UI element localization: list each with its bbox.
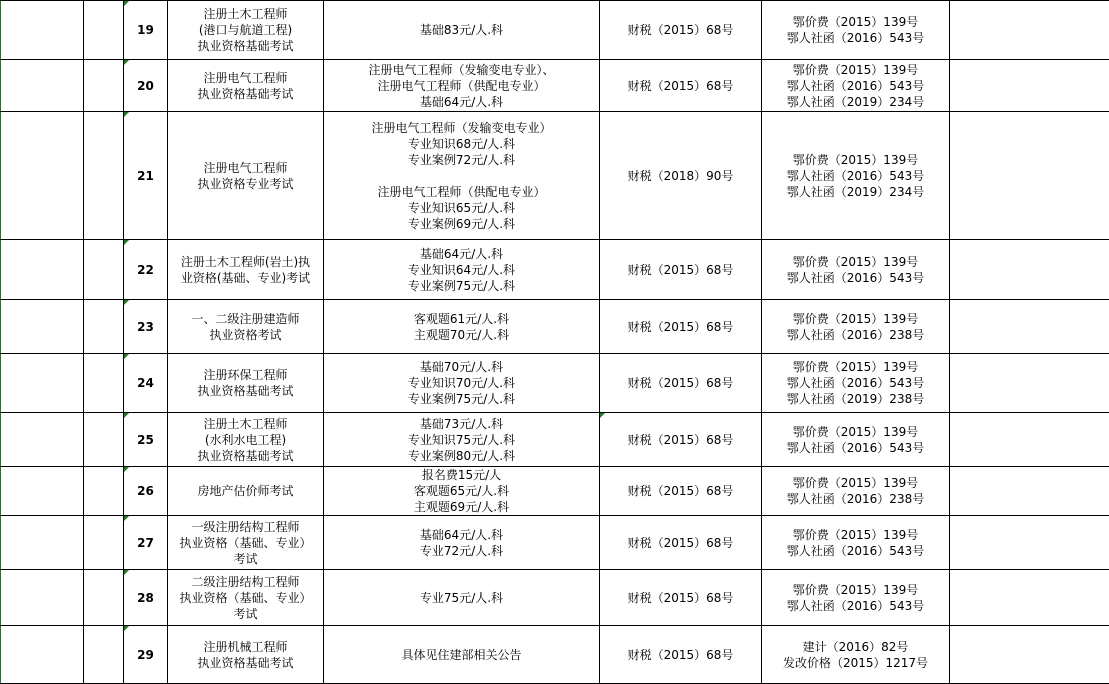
table-row bbox=[1, 516, 1109, 570]
fee-cell[interactable] bbox=[324, 240, 600, 300]
exam-name-line: 二级注册结构工程师 bbox=[168, 574, 323, 590]
exam-name-line: 执业资格基础考试 bbox=[168, 655, 323, 671]
pricing-doc-line: 鄂人社函（2016）238号 bbox=[762, 491, 949, 507]
blank-cell[interactable] bbox=[950, 240, 1109, 300]
fee-line: 注册电气工程师（发输变电专业）、 bbox=[324, 62, 599, 78]
row-number: 19 bbox=[137, 23, 154, 37]
pricing-doc-line: 鄂价费（2015）139号 bbox=[762, 14, 949, 30]
fee-cell[interactable] bbox=[324, 354, 600, 413]
exam-name-line: 执业资格基础考试 bbox=[168, 86, 323, 102]
fee-cell[interactable] bbox=[324, 413, 600, 467]
fee-line: 专业案例80元/人.科 bbox=[324, 448, 599, 464]
table-row bbox=[1, 112, 1109, 240]
table-row bbox=[1, 240, 1109, 300]
pricing-doc-line: 鄂人社函（2019）238号 bbox=[762, 391, 949, 407]
exam-name-line: 考试 bbox=[168, 606, 323, 622]
fee-line: 专业75元/人.科 bbox=[324, 590, 599, 606]
blank-cell[interactable] bbox=[1, 112, 84, 240]
fee-line: 专业案例72元/人.科 bbox=[324, 152, 599, 168]
pricing-docs-cell[interactable] bbox=[762, 413, 950, 467]
row-number: 29 bbox=[137, 648, 154, 662]
exam-name-line: 执业资格基础考试 bbox=[168, 38, 323, 54]
row-number: 21 bbox=[137, 169, 154, 183]
pricing-doc-line: 建计（2016）82号 bbox=[762, 639, 949, 655]
exam-name-cell[interactable] bbox=[168, 112, 324, 240]
policy-cell[interactable] bbox=[600, 413, 762, 467]
exam-name-cell[interactable] bbox=[168, 626, 324, 684]
row-number-cell[interactable] bbox=[124, 626, 168, 684]
blank-cell[interactable] bbox=[84, 354, 124, 413]
policy-doc: 财税（2015）68号 bbox=[628, 23, 734, 37]
exam-name-line: 执业资格基础考试 bbox=[168, 448, 323, 464]
fee-line: 客观题61元/人.科 bbox=[324, 311, 599, 327]
fee-line: 具体见住建部相关公告 bbox=[324, 647, 599, 663]
pricing-docs-cell[interactable] bbox=[762, 112, 950, 240]
row-number-cell[interactable] bbox=[124, 570, 168, 626]
cell-comment-marker-icon bbox=[124, 1, 129, 6]
fee-cell[interactable] bbox=[324, 1, 600, 60]
fee-cell[interactable] bbox=[324, 570, 600, 626]
table-row bbox=[1, 300, 1109, 354]
fee-line: 专业知识75元/人.科 bbox=[324, 432, 599, 448]
policy-cell[interactable] bbox=[600, 354, 762, 413]
pricing-docs-cell[interactable] bbox=[762, 354, 950, 413]
fee-line: 专业知识64元/人.科 bbox=[324, 262, 599, 278]
exam-name-line: (港口与航道工程) bbox=[168, 22, 323, 38]
blank-cell[interactable] bbox=[1, 516, 84, 570]
pricing-doc-line: 鄂人社函（2019）234号 bbox=[762, 184, 949, 200]
pricing-doc-line: 发改价格（2015）1217号 bbox=[762, 655, 949, 671]
fee-line: 专业72元/人.科 bbox=[324, 543, 599, 559]
policy-cell[interactable] bbox=[600, 1, 762, 60]
fee-cell[interactable] bbox=[324, 516, 600, 570]
blank-cell[interactable] bbox=[950, 626, 1109, 684]
row-number-cell[interactable] bbox=[124, 300, 168, 354]
exam-name-line: 执业资格（基础、专业） bbox=[168, 590, 323, 606]
blank-cell[interactable] bbox=[84, 516, 124, 570]
row-number-cell[interactable] bbox=[124, 240, 168, 300]
row-number-cell[interactable] bbox=[124, 467, 168, 516]
row-number-cell[interactable] bbox=[124, 516, 168, 570]
exam-name-line: 注册土木工程师(岩土)执 bbox=[168, 254, 323, 270]
fee-line: 基础64元/人.科 bbox=[324, 94, 599, 110]
blank-cell[interactable] bbox=[1, 60, 84, 112]
row-number: 27 bbox=[137, 536, 154, 550]
policy-doc: 财税（2015）68号 bbox=[628, 263, 734, 277]
pricing-doc-line: 鄂人社函（2016）543号 bbox=[762, 168, 949, 184]
policy-cell[interactable] bbox=[600, 467, 762, 516]
blank-cell[interactable] bbox=[950, 570, 1109, 626]
table-row bbox=[1, 570, 1109, 626]
exam-name-line: 业资格(基础、专业)考试 bbox=[168, 270, 323, 286]
fee-line: 基础83元/人.科 bbox=[324, 22, 599, 38]
row-number: 23 bbox=[137, 320, 154, 334]
row-number-cell[interactable] bbox=[124, 112, 168, 240]
fee-line: 专业案例69元/人.科 bbox=[324, 216, 599, 232]
pricing-doc-line: 鄂人社函（2016）543号 bbox=[762, 543, 949, 559]
pricing-doc-line: 鄂人社函（2016）543号 bbox=[762, 440, 949, 456]
policy-doc: 财税（2015）68号 bbox=[628, 484, 734, 498]
exam-name-cell[interactable] bbox=[168, 467, 324, 516]
fee-line: 客观题65元/人.科 bbox=[324, 483, 599, 499]
row-number-cell[interactable] bbox=[124, 1, 168, 60]
blank-cell[interactable] bbox=[84, 60, 124, 112]
exam-name-line: 房地产估价师考试 bbox=[168, 483, 323, 499]
policy-cell[interactable] bbox=[600, 240, 762, 300]
exam-name-line: (水利水电工程) bbox=[168, 432, 323, 448]
row-number-cell[interactable] bbox=[124, 60, 168, 112]
blank-cell[interactable] bbox=[950, 1, 1109, 60]
cell-comment-marker-icon bbox=[124, 626, 129, 631]
fee-line: 主观题70元/人.科 bbox=[324, 327, 599, 343]
cell-comment-marker-icon bbox=[124, 516, 129, 521]
blank-cell[interactable] bbox=[950, 300, 1109, 354]
cell-comment-marker-icon bbox=[124, 354, 129, 359]
fee-cell[interactable] bbox=[324, 300, 600, 354]
policy-cell[interactable] bbox=[600, 626, 762, 684]
blank-cell[interactable] bbox=[84, 112, 124, 240]
cell-comment-marker-icon bbox=[600, 413, 605, 418]
pricing-docs-cell[interactable] bbox=[762, 626, 950, 684]
pricing-doc-line: 鄂价费（2015）139号 bbox=[762, 527, 949, 543]
pricing-doc-line: 鄂人社函（2016）543号 bbox=[762, 375, 949, 391]
blank-cell[interactable] bbox=[84, 467, 124, 516]
cell-comment-marker-icon bbox=[124, 240, 129, 245]
policy-doc: 财税（2015）68号 bbox=[628, 536, 734, 550]
table-row bbox=[1, 467, 1109, 516]
pricing-doc-line: 鄂价费（2015）139号 bbox=[762, 424, 949, 440]
blank-cell[interactable] bbox=[950, 467, 1109, 516]
exam-name-line: 执业资格基础考试 bbox=[168, 383, 323, 399]
exam-name-cell[interactable] bbox=[168, 516, 324, 570]
table-row bbox=[1, 354, 1109, 413]
cell-comment-marker-icon bbox=[124, 570, 129, 575]
blank-cell[interactable] bbox=[950, 413, 1109, 467]
fee-line: 注册电气工程师（供配电专业） bbox=[324, 78, 599, 94]
policy-doc: 财税（2015）68号 bbox=[628, 591, 734, 605]
table-body bbox=[1, 1, 1109, 684]
fee-cell[interactable] bbox=[324, 626, 600, 684]
fee-line: 报名费15元/人 bbox=[324, 467, 599, 483]
exam-name-cell[interactable] bbox=[168, 60, 324, 112]
blank-cell[interactable] bbox=[950, 112, 1109, 240]
row-number-cell[interactable] bbox=[124, 354, 168, 413]
pricing-doc-line: 鄂价费（2015）139号 bbox=[762, 359, 949, 375]
row-number: 22 bbox=[137, 263, 154, 277]
policy-doc: 财税（2015）68号 bbox=[628, 320, 734, 334]
fee-line: 专业知识65元/人.科 bbox=[324, 200, 599, 216]
blank-cell[interactable] bbox=[1, 570, 84, 626]
fee-line: 专业案例75元/人.科 bbox=[324, 391, 599, 407]
row-number-cell[interactable] bbox=[124, 413, 168, 467]
policy-cell[interactable] bbox=[600, 112, 762, 240]
fee-line: 注册电气工程师（供配电专业） bbox=[324, 184, 599, 200]
pricing-docs-cell[interactable] bbox=[762, 1, 950, 60]
cell-comment-marker-icon bbox=[124, 413, 129, 418]
policy-doc: 财税（2015）68号 bbox=[628, 648, 734, 662]
cell-comment-marker-icon bbox=[124, 60, 129, 65]
blank-cell[interactable] bbox=[1, 626, 84, 684]
pricing-doc-line: 鄂价费（2015）139号 bbox=[762, 62, 949, 78]
table-row bbox=[1, 60, 1109, 112]
policy-doc: 财税（2015）68号 bbox=[628, 79, 734, 93]
fee-cell[interactable] bbox=[324, 467, 600, 516]
pricing-doc-line: 鄂人社函（2016）543号 bbox=[762, 598, 949, 614]
blank-cell[interactable] bbox=[1, 467, 84, 516]
exam-name-line: 注册土木工程师 bbox=[168, 6, 323, 22]
exam-name-line: 执业资格（基础、专业） bbox=[168, 535, 323, 551]
row-number: 26 bbox=[137, 484, 154, 498]
cell-comment-marker-icon bbox=[124, 467, 129, 472]
cell-comment-marker-icon bbox=[124, 300, 129, 305]
exam-name-line: 注册环保工程师 bbox=[168, 367, 323, 383]
pricing-docs-cell[interactable] bbox=[762, 60, 950, 112]
exam-name-line: 注册电气工程师 bbox=[168, 70, 323, 86]
policy-cell[interactable] bbox=[600, 60, 762, 112]
blank-cell[interactable] bbox=[1, 300, 84, 354]
row-number: 28 bbox=[137, 591, 154, 605]
exam-name-cell[interactable] bbox=[168, 300, 324, 354]
row-number: 20 bbox=[137, 79, 154, 93]
fee-cell[interactable] bbox=[324, 60, 600, 112]
pricing-docs-cell[interactable] bbox=[762, 516, 950, 570]
pricing-doc-line: 鄂价费（2015）139号 bbox=[762, 311, 949, 327]
blank-cell[interactable] bbox=[84, 1, 124, 60]
exam-name-line: 执业资格考试 bbox=[168, 327, 323, 343]
pricing-docs-cell[interactable] bbox=[762, 467, 950, 516]
table-row bbox=[1, 413, 1109, 467]
row-number: 24 bbox=[137, 376, 154, 390]
fee-line: 注册电气工程师（发输变电专业） bbox=[324, 120, 599, 136]
policy-cell[interactable] bbox=[600, 570, 762, 626]
pricing-doc-line: 鄂价费（2015）139号 bbox=[762, 152, 949, 168]
blank-cell[interactable] bbox=[1, 1, 84, 60]
pricing-doc-line: 鄂人社函（2016）543号 bbox=[762, 78, 949, 94]
exam-name-line: 注册机械工程师 bbox=[168, 639, 323, 655]
policy-cell[interactable] bbox=[600, 300, 762, 354]
blank-cell[interactable] bbox=[950, 354, 1109, 413]
exam-name-line: 注册土木工程师 bbox=[168, 416, 323, 432]
pricing-doc-line: 鄂人社函（2019）234号 bbox=[762, 94, 949, 110]
exam-name-line: 一级注册结构工程师 bbox=[168, 519, 323, 535]
pricing-docs-cell[interactable] bbox=[762, 570, 950, 626]
policy-cell[interactable] bbox=[600, 516, 762, 570]
row-number: 25 bbox=[137, 433, 154, 447]
fee-line: 专业知识68元/人.科 bbox=[324, 136, 599, 152]
exam-name-cell[interactable] bbox=[168, 570, 324, 626]
fee-line: 基础64元/人.科 bbox=[324, 246, 599, 262]
table-row bbox=[1, 1, 1109, 60]
pricing-doc-line: 鄂价费（2015）139号 bbox=[762, 475, 949, 491]
exam-name-cell[interactable] bbox=[168, 354, 324, 413]
exam-name-line: 一、二级注册建造师 bbox=[168, 311, 323, 327]
policy-doc: 财税（2015）68号 bbox=[628, 433, 734, 447]
fee-line: 主观题69元/人.科 bbox=[324, 499, 599, 515]
pricing-doc-line: 鄂人社函（2016）238号 bbox=[762, 327, 949, 343]
fee-line: 专业案例75元/人.科 bbox=[324, 278, 599, 294]
fee-cell[interactable] bbox=[324, 112, 600, 240]
exam-name-line: 注册电气工程师 bbox=[168, 160, 323, 176]
policy-doc: 财税（2015）68号 bbox=[628, 376, 734, 390]
group-spacer bbox=[324, 168, 599, 184]
blank-cell[interactable] bbox=[1, 413, 84, 467]
fee-line: 基础64元/人.科 bbox=[324, 527, 599, 543]
pricing-doc-line: 鄂人社函（2016）543号 bbox=[762, 270, 949, 286]
fee-line: 专业知识70元/人.科 bbox=[324, 375, 599, 391]
pricing-doc-line: 鄂人社函（2016）543号 bbox=[762, 30, 949, 46]
fee-line: 基础73元/人.科 bbox=[324, 416, 599, 432]
exam-name-cell[interactable] bbox=[168, 240, 324, 300]
fee-line: 基础70元/人.科 bbox=[324, 359, 599, 375]
exam-name-cell[interactable] bbox=[168, 413, 324, 467]
blank-cell[interactable] bbox=[950, 516, 1109, 570]
blank-cell[interactable] bbox=[84, 626, 124, 684]
blank-cell[interactable] bbox=[950, 60, 1109, 112]
blank-cell[interactable] bbox=[84, 413, 124, 467]
pricing-doc-line: 鄂价费（2015）139号 bbox=[762, 254, 949, 270]
table-row bbox=[1, 626, 1109, 684]
policy-doc: 财税（2018）90号 bbox=[628, 169, 734, 183]
cell-comment-marker-icon bbox=[124, 112, 129, 117]
blank-cell[interactable] bbox=[1, 240, 84, 300]
blank-cell[interactable] bbox=[84, 300, 124, 354]
exam-name-cell[interactable] bbox=[168, 1, 324, 60]
pricing-doc-line: 鄂价费（2015）139号 bbox=[762, 582, 949, 598]
exam-name-line: 执业资格专业考试 bbox=[168, 176, 323, 192]
blank-cell[interactable] bbox=[1, 354, 84, 413]
blank-cell[interactable] bbox=[84, 570, 124, 626]
pricing-docs-cell[interactable] bbox=[762, 300, 950, 354]
exam-name-line: 考试 bbox=[168, 551, 323, 567]
pricing-docs-cell[interactable] bbox=[762, 240, 950, 300]
blank-cell[interactable] bbox=[84, 240, 124, 300]
